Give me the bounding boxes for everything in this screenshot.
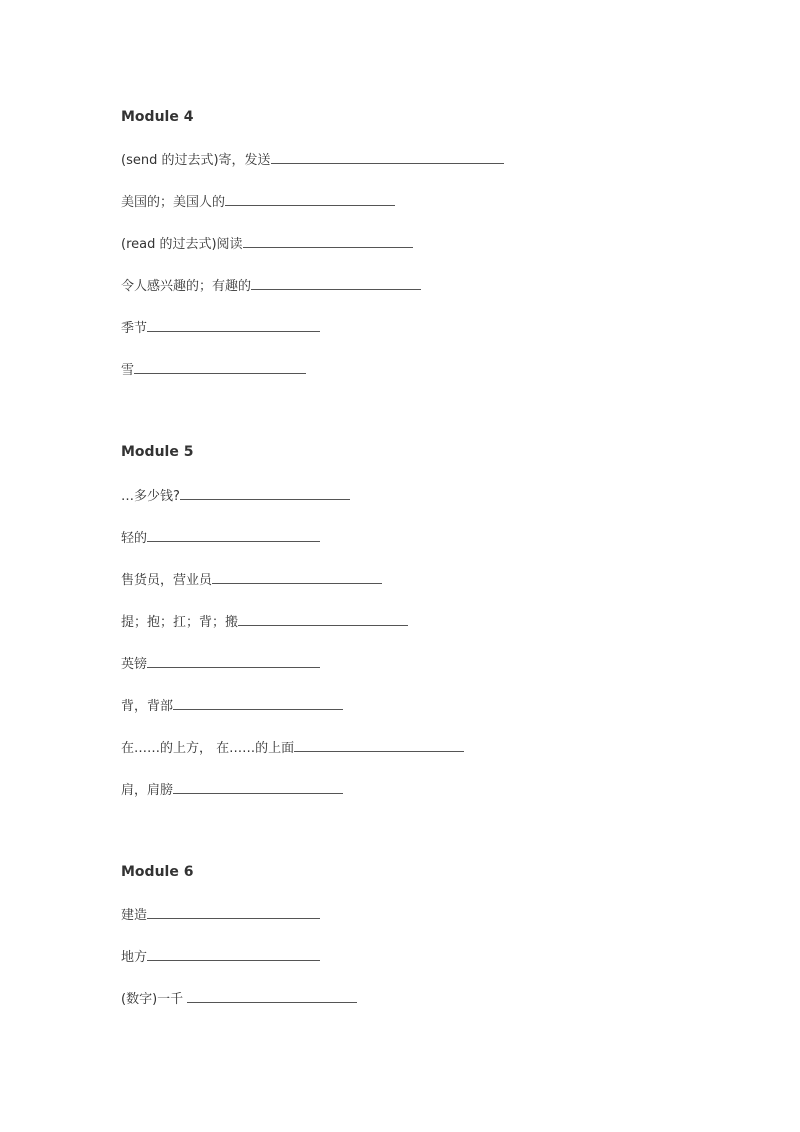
module-6-heading: Module 6 [121, 864, 194, 880]
vocab-prompt: 英镑 [121, 657, 148, 672]
module-4-heading: Module 4 [121, 109, 194, 125]
answer-blank[interactable] [147, 655, 320, 668]
vocab-item [121, 697, 343, 716]
answer-blank[interactable] [173, 781, 343, 794]
vocab-prompt: …多少钱? [121, 489, 180, 504]
answer-blank[interactable] [212, 571, 382, 584]
answer-blank[interactable] [147, 906, 320, 919]
vocab-prompt: 雪 [121, 363, 135, 378]
vocab-item [121, 277, 421, 296]
vocab-item [121, 781, 343, 800]
answer-blank[interactable] [271, 151, 504, 164]
vocab-prompt: 轻的 [121, 531, 148, 546]
vocab-prompt: 建造 [121, 908, 148, 923]
vocab-item [121, 319, 320, 338]
answer-blank[interactable] [294, 739, 464, 752]
vocab-item [121, 613, 408, 632]
vocab-item [121, 906, 320, 925]
vocab-prompt: (read 的过去式)阅读 [121, 237, 243, 252]
vocab-item [121, 529, 320, 548]
answer-blank[interactable] [238, 613, 408, 626]
vocab-prompt: 美国的；美国人的 [121, 195, 226, 210]
answer-blank[interactable] [225, 193, 395, 206]
vocab-prompt: 季节 [121, 321, 148, 336]
answer-blank[interactable] [147, 948, 320, 961]
answer-blank[interactable] [180, 487, 350, 500]
answer-blank[interactable] [187, 990, 357, 1003]
vocab-item [121, 361, 306, 380]
vocab-item [121, 487, 350, 506]
answer-blank[interactable] [173, 697, 343, 710]
vocab-prompt: 背，背部 [121, 699, 174, 714]
vocab-item [121, 571, 382, 590]
answer-blank[interactable] [147, 319, 320, 332]
answer-blank[interactable] [134, 361, 306, 374]
answer-blank[interactable] [147, 529, 320, 542]
module-5-heading: Module 5 [121, 444, 194, 460]
answer-blank[interactable] [251, 277, 421, 290]
vocab-prompt: 令人感兴趣的；有趣的 [121, 279, 252, 294]
vocab-item [121, 655, 320, 674]
vocab-item [121, 151, 504, 170]
vocab-prompt: 地方 [121, 950, 148, 965]
vocab-item [121, 193, 395, 212]
vocab-prompt: 提；抱；扛；背；搬 [121, 615, 239, 630]
vocab-item [121, 739, 464, 758]
vocab-prompt: 售货员，营业员 [121, 573, 213, 588]
vocab-prompt: (数字)一千 [121, 992, 188, 1007]
answer-blank[interactable] [243, 235, 413, 248]
vocab-prompt: (send 的过去式)寄，发送 [121, 153, 271, 168]
vocab-prompt: 在……的上方， 在……的上面 [121, 741, 295, 756]
vocab-prompt: 肩，肩膀 [121, 783, 174, 798]
vocab-item [121, 235, 413, 254]
vocab-item [121, 990, 357, 1009]
vocab-item [121, 948, 320, 967]
